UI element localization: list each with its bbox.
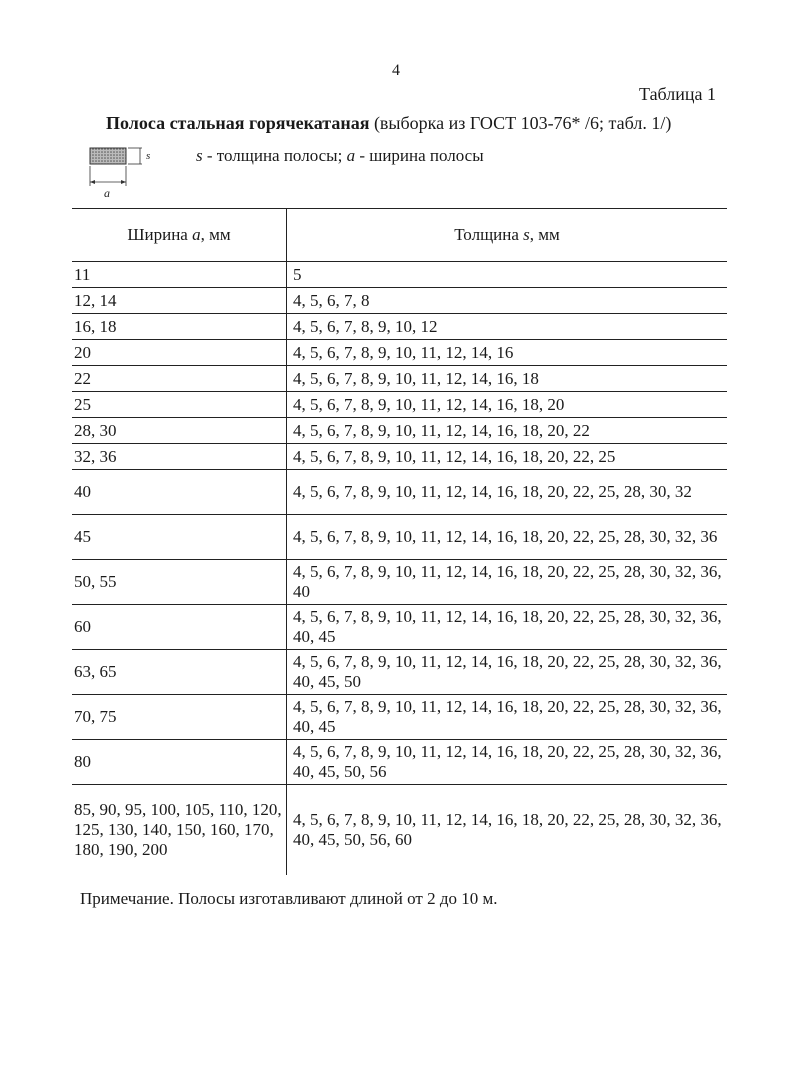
- thickness-cell: 4, 5, 6, 7, 8, 9, 10, 11, 12, 14, 16: [287, 340, 728, 366]
- table-row: [72, 444, 727, 470]
- table-row: [72, 288, 727, 314]
- thickness-cell: 4, 5, 6, 7, 8, 9, 10, 11, 12, 14, 16, 18, 20, 22, 25, 28, 30, 32, 36, 40, 45, 50, 56: [287, 740, 728, 785]
- width-cell: 16, 18: [72, 314, 287, 340]
- title-bold: Полоса стальная горячекатаная: [106, 113, 370, 133]
- figure-s-label: s: [146, 150, 151, 162]
- header-width: Ширина a, мм: [72, 209, 287, 262]
- table-row: [72, 650, 727, 695]
- width-cell: 12, 14: [72, 288, 287, 314]
- table-row: [72, 470, 727, 515]
- thickness-cell: 4, 5, 6, 7, 8, 9, 10, 11, 12, 14, 16, 18, 20: [287, 392, 728, 418]
- thickness-cell: 4, 5, 6, 7, 8, 9, 10, 11, 12, 14, 16, 18: [287, 366, 728, 392]
- table-row: [72, 392, 727, 418]
- page-number: 4: [392, 62, 400, 79]
- table-row: [72, 785, 727, 876]
- table-header-row: [72, 209, 727, 262]
- thickness-cell: 4, 5, 6, 7, 8, 9, 10, 12: [287, 314, 728, 340]
- thickness-cell: 4, 5, 6, 7, 8, 9, 10, 11, 12, 14, 16, 18, 20, 22, 25: [287, 444, 728, 470]
- width-cell: 22: [72, 366, 287, 392]
- strip-cross-section-figure: [86, 142, 166, 202]
- table-row: [72, 418, 727, 444]
- thickness-cell: 4, 5, 6, 7, 8, 9, 10, 11, 12, 14, 16, 18, 20, 22, 25, 28, 30, 32, 36, 40, 45: [287, 605, 728, 650]
- thickness-cell: 4, 5, 6, 7, 8, 9, 10, 11, 12, 14, 16, 18, 20, 22, 25, 28, 30, 32, 36, 40: [287, 560, 728, 605]
- width-cell: 85, 90, 95, 100, 105, 110, 120, 125, 130, 140, 150, 160, 170, 180, 190, 200: [72, 785, 287, 876]
- thickness-cell: 4, 5, 6, 7, 8, 9, 10, 11, 12, 14, 16, 18, 20, 22, 25, 28, 30, 32, 36, 40, 45: [287, 695, 728, 740]
- table-row: [72, 605, 727, 650]
- width-cell: 63, 65: [72, 650, 287, 695]
- width-cell: 28, 30: [72, 418, 287, 444]
- table-title: [106, 113, 671, 134]
- table-row: [72, 314, 727, 340]
- thickness-cell: 4, 5, 6, 7, 8, 9, 10, 11, 12, 14, 16, 18, 20, 22, 25, 28, 30, 32, 36, 40, 45, 50, 56, 60: [293, 810, 722, 849]
- thickness-cell: 4, 5, 6, 7, 8: [287, 288, 728, 314]
- header-thickness: Толщина s, мм: [287, 209, 728, 262]
- width-cell: 11: [72, 262, 287, 288]
- strip-section-rect: [90, 148, 126, 164]
- table-row: [72, 262, 727, 288]
- legend-s-symbol: s: [196, 146, 203, 165]
- width-cell: 50, 55: [72, 560, 287, 605]
- thickness-cell: 4, 5, 6, 7, 8, 9, 10, 11, 12, 14, 16, 18, 20, 22, 25, 28, 30, 32, 36, 40, 45, 50: [287, 650, 728, 695]
- thickness-cell: 4, 5, 6, 7, 8, 9, 10, 11, 12, 14, 16, 18, 20, 22: [287, 418, 728, 444]
- table-row: [72, 340, 727, 366]
- table-note: Примечание. Полосы изготавливают длиной от 2 до 10 м.: [80, 889, 498, 908]
- width-cell: 40: [72, 470, 287, 515]
- thickness-cell: 4, 5, 6, 7, 8, 9, 10, 11, 12, 14, 16, 18, 20, 22, 25, 28, 30, 32: [287, 470, 728, 515]
- width-cell: 70, 75: [72, 695, 287, 740]
- width-cell: 25: [72, 392, 287, 418]
- figure-a-label: a: [104, 186, 110, 200]
- table-row: [72, 740, 727, 785]
- width-cell: 20: [72, 340, 287, 366]
- width-cell: 32, 36: [72, 444, 287, 470]
- width-cell: 45: [72, 515, 287, 560]
- legend-s-text: - толщина полосы;: [202, 146, 347, 165]
- title-rest: (выборка из ГОСТ 103-76* /6; табл. 1/): [369, 113, 672, 133]
- table-row: [72, 366, 727, 392]
- steel-strip-table: [72, 208, 727, 875]
- table-row: [72, 695, 727, 740]
- thickness-cell: 5: [287, 262, 728, 288]
- width-cell: 80: [72, 740, 287, 785]
- table-row: [72, 560, 727, 605]
- legend-text: [196, 146, 484, 166]
- legend-a-symbol: a: [346, 146, 356, 165]
- legend-a-text: - ширина полосы: [355, 146, 484, 165]
- table-label: Таблица 1: [639, 84, 716, 104]
- table-row: [72, 515, 727, 560]
- thickness-cell: 4, 5, 6, 7, 8, 9, 10, 11, 12, 14, 16, 18, 20, 22, 25, 28, 30, 32, 36: [287, 515, 728, 560]
- width-cell: 60: [72, 605, 287, 650]
